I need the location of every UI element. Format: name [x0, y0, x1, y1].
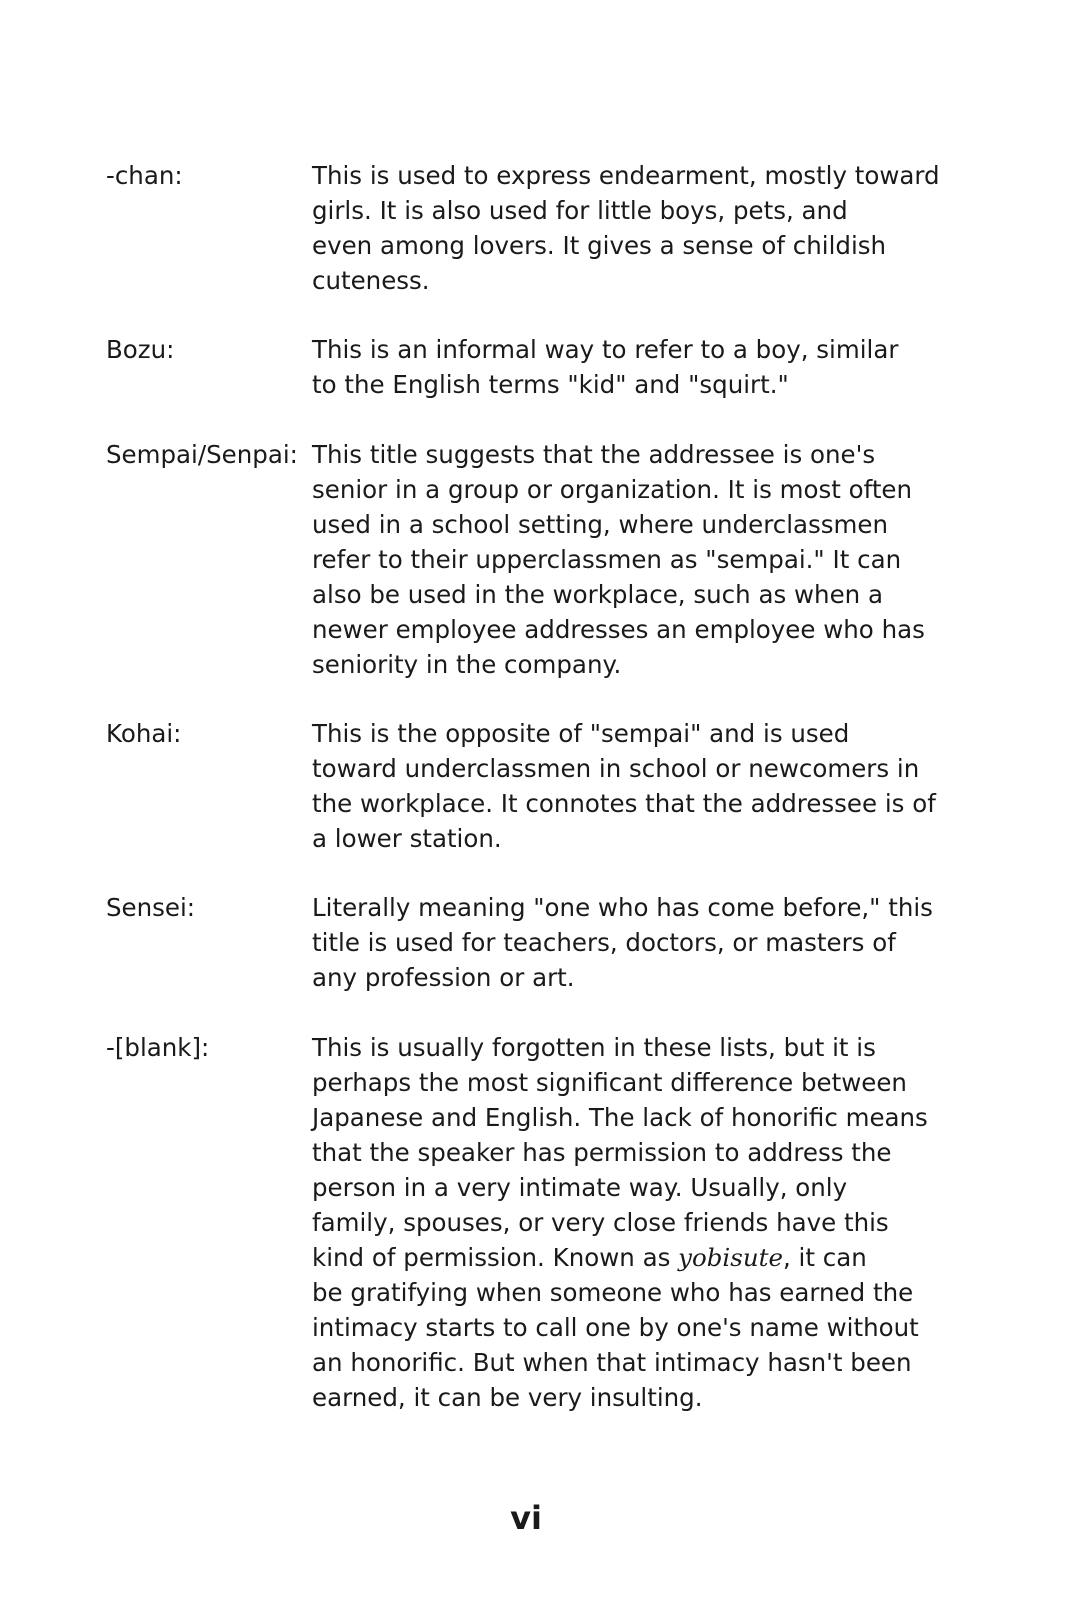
definition-line: cuteness. — [312, 266, 430, 295]
definition-line: Japanese and English. The lack of honorific means — [312, 1103, 928, 1132]
definition-line: used in a school setting, where underclassmen — [312, 510, 889, 539]
definition-line: This is used to express endearment, mostly toward — [312, 161, 940, 190]
definition-line: to the English terms "kid" and "squirt." — [312, 370, 789, 399]
definition-line: This is an informal way to refer to a boy, similar — [312, 335, 899, 364]
definition-line-with-italic — [312, 1240, 972, 1275]
definition-line: the workplace. It connotes that the addressee is of — [312, 789, 936, 818]
term-label: Sempai/Senpai: — [106, 440, 298, 469]
definition-line: title is used for teachers, doctors, or masters of — [312, 928, 896, 957]
definition-line: seniority in the company. — [312, 650, 622, 679]
term-definition — [312, 890, 972, 995]
definition-line: intimacy starts to call one by one's name without — [312, 1313, 919, 1342]
term-label: Sensei: — [106, 893, 196, 922]
term-definition — [312, 716, 972, 856]
definition-line: perhaps the most significant difference between — [312, 1068, 907, 1097]
term-definition — [312, 158, 972, 298]
term-label: -chan: — [106, 161, 183, 190]
definition-line: senior in a group or organization. It is most often — [312, 475, 913, 504]
glossary-entry-bozu — [0, 332, 1066, 402]
page-number: vi — [510, 1499, 542, 1537]
definition-line: person in a very intimate way. Usually, only — [312, 1173, 848, 1202]
glossary-entry-kohai — [0, 716, 1066, 856]
definition-line: that the speaker has permission to address the — [312, 1138, 892, 1167]
definition-line: newer employee addresses an employee who has — [312, 615, 925, 644]
definition-line: also be used in the workplace, such as when a — [312, 580, 883, 609]
glossary-entry-blank — [0, 1030, 1066, 1415]
term-label: Kohai: — [106, 719, 182, 748]
definition-line: toward underclassmen in school or newcomers in — [312, 754, 920, 783]
definition-line: even among lovers. It gives a sense of childish — [312, 231, 887, 260]
definition-line: earned, it can be very insulting. — [312, 1383, 703, 1412]
definition-line: Literally meaning "one who has come before," this — [312, 893, 933, 922]
definition-line: girls. It is also used for little boys, pets, and — [312, 196, 848, 225]
italic-term: yobisute — [678, 1243, 783, 1272]
term-definition — [312, 437, 972, 682]
term-definition — [312, 1030, 972, 1415]
term-label: -[blank]: — [106, 1033, 210, 1062]
glossary-entry-chan — [0, 158, 1066, 298]
glossary-entry-sensei — [0, 890, 1066, 995]
definition-line: a lower station. — [312, 824, 502, 853]
definition-line: any profession or art. — [312, 963, 575, 992]
definition-line: an honorific. But when that intimacy hasn't been — [312, 1348, 912, 1377]
definition-line: family, spouses, or very close friends have this — [312, 1208, 889, 1237]
term-label: Bozu: — [106, 335, 175, 364]
definition-text: , it can — [782, 1243, 867, 1272]
definition-line: This title suggests that the addressee is one's — [312, 440, 876, 469]
glossary-entry-sempai — [0, 437, 1066, 682]
definition-line: This is the opposite of "sempai" and is used — [312, 719, 850, 748]
definition-line: refer to their upperclassmen as "sempai." It can — [312, 545, 902, 574]
definition-text: kind of permission. Known as — [312, 1243, 679, 1272]
definition-line: This is usually forgotten in these lists, but it is — [312, 1033, 876, 1062]
term-definition — [312, 332, 972, 402]
definition-line: be gratifying when someone who has earned the — [312, 1278, 914, 1307]
